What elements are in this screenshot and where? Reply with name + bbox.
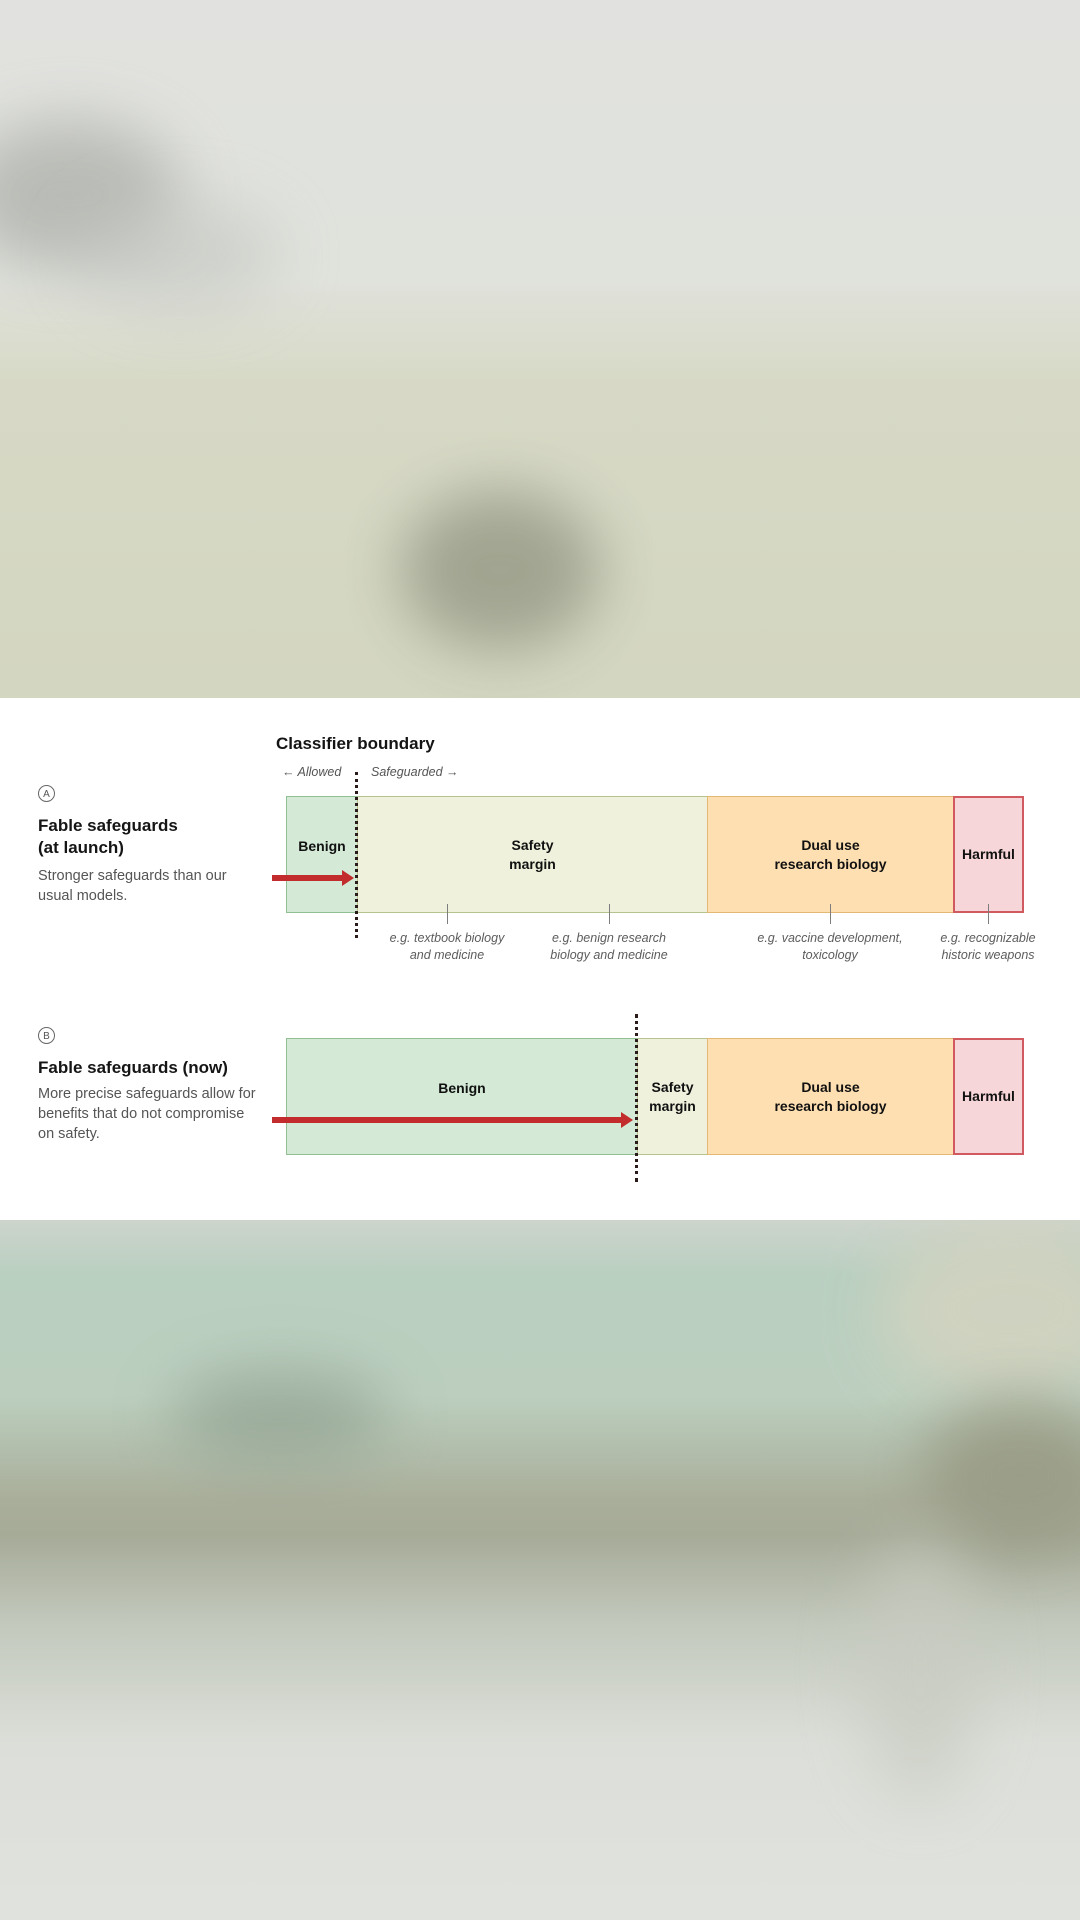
example-historic-weapons: e.g. recognizable historic weapons: [940, 931, 1036, 962]
boundary-arrow-a: [272, 875, 346, 881]
benign-label: Benign: [298, 838, 346, 854]
example-tick: [830, 904, 831, 924]
background-blur-shape: [880, 1220, 1080, 1400]
safeguards-diagram: [0, 698, 1080, 1220]
example-benign-research: e.g. benign research biology and medicine: [550, 931, 668, 962]
safety-margin-segment-b: [637, 1038, 708, 1155]
section-b-marker: B: [38, 1027, 55, 1044]
background-blur-shape: [170, 1370, 390, 1460]
classifier-boundary-title: Classifier boundary: [276, 734, 435, 753]
benign-segment-b: [286, 1038, 638, 1155]
benign-segment-a: [286, 796, 358, 913]
dual-use-segment-a: [707, 796, 954, 913]
background-blur-shape: [400, 490, 600, 650]
example-textbook-biology: e.g. textbook biology and medicine: [389, 931, 505, 962]
dual-use-segment-b: [707, 1038, 954, 1155]
background-blur-shape: [860, 1540, 980, 1800]
classifier-boundary-line-a: [355, 772, 358, 938]
section-b-description: More precise safeguards allow for benefits that do not compromise on safety.: [38, 1086, 256, 1142]
section-a-title: Fable safeguards (at launch): [38, 816, 178, 857]
safety-margin-label: Safety margin: [509, 836, 556, 872]
background-blur-shape: [80, 200, 280, 310]
harmful-segment-b: [953, 1038, 1024, 1155]
example-vaccine-development: e.g. vaccine development, toxicology: [757, 931, 903, 962]
example-tick: [988, 904, 989, 924]
section-a-marker: A: [38, 785, 55, 802]
classifier-boundary-line-b: [635, 1014, 638, 1182]
example-tick: [447, 904, 448, 924]
arrow-head-icon: [342, 870, 354, 886]
example-tick: [609, 904, 610, 924]
section-b-title: Fable safeguards (now): [38, 1058, 228, 1077]
arrow-head-icon: [621, 1112, 633, 1128]
harmful-label: Harmful: [962, 1088, 1015, 1104]
harmful-label: Harmful: [962, 846, 1015, 862]
safety-margin-label: Safety margin: [649, 1078, 696, 1114]
background-photo-bottom: [0, 1220, 1080, 1920]
dual-use-label: Dual use research biology: [774, 1078, 887, 1114]
dual-use-label: Dual use research biology: [774, 836, 887, 872]
safeguarded-direction-label: Safeguarded →: [371, 765, 459, 779]
benign-label: Benign: [438, 1080, 486, 1096]
safety-margin-segment-a: [357, 796, 708, 913]
section-a-description: Stronger safeguards than our usual models.: [38, 868, 227, 904]
background-photo-top: [0, 0, 1080, 698]
allowed-direction-label: ← Allowed: [282, 765, 342, 779]
background-blur-shape: [920, 1400, 1080, 1550]
harmful-segment-a: [953, 796, 1024, 913]
boundary-arrow-b: [272, 1117, 624, 1123]
